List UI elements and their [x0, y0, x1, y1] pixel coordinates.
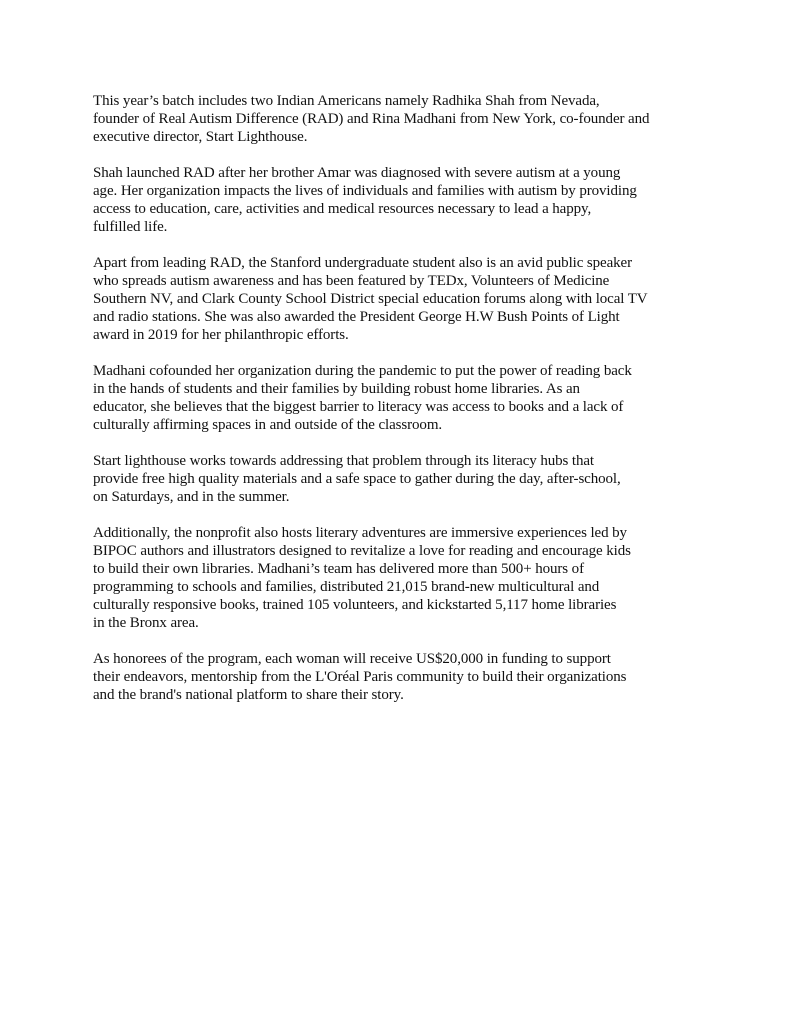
- text-line: Start lighthouse works towards addressing that problem through its literacy hubs that: [93, 453, 595, 469]
- paragraph-shah-rad: [93, 164, 713, 236]
- text-line: As honorees of the program, each woman will receive US$20,000 in funding to support: [93, 651, 611, 667]
- text-line: their endeavors, mentorship from the L'Oréal Paris community to build their organizations: [93, 669, 627, 685]
- text-line: Apart from leading RAD, the Stanford undergraduate student also is an avid public speaker: [93, 255, 633, 271]
- text-line: This year’s batch includes two Indian Americans namely Radhika Shah from Nevada,: [93, 93, 600, 109]
- text-line: and the brand's national platform to share their story.: [93, 687, 404, 703]
- text-line: executive director, Start Lighthouse.: [93, 129, 308, 145]
- text-line: to build their own libraries. Madhani’s team has delivered more than 500+ hours of: [93, 561, 584, 577]
- text-line: award in 2019 for her philanthropic efforts.: [93, 327, 349, 343]
- text-line: access to education, care, activities and medical resources necessary to lead a happy,: [93, 201, 592, 217]
- text-line: founder of Real Autism Difference (RAD) and Rina Madhani from New York, co-founder and: [93, 111, 650, 127]
- document-body: [93, 92, 713, 722]
- text-line: in the Bronx area.: [93, 615, 199, 631]
- paragraph-funding: [93, 650, 713, 704]
- text-line: Southern NV, and Clark County School District special education forums along with local TV: [93, 291, 648, 307]
- paragraph-literary-adventures: [93, 524, 713, 632]
- text-line: culturally affirming spaces in and outside of the classroom.: [93, 417, 443, 433]
- paragraph-madhani-founding: [93, 362, 713, 434]
- text-line: educator, she believes that the biggest barrier to literacy was access to books and a lack of: [93, 399, 624, 415]
- text-line: culturally responsive books, trained 105 volunteers, and kickstarted 5,117 home libraries: [93, 597, 617, 613]
- text-line: who spreads autism awareness and has been featured by TEDx, Volunteers of Medicine: [93, 273, 610, 289]
- text-line: in the hands of students and their families by building robust home libraries. As an: [93, 381, 580, 397]
- text-line: fulfilled life.: [93, 219, 168, 235]
- paragraph-shah-speaker: [93, 254, 713, 344]
- paragraph-literacy-hubs: [93, 452, 713, 506]
- text-line: Shah launched RAD after her brother Amar was diagnosed with severe autism at a young: [93, 165, 621, 181]
- text-line: Madhani cofounded her organization during the pandemic to put the power of reading back: [93, 363, 632, 379]
- text-line: and radio stations. She was also awarded the President George H.W Bush Points of Light: [93, 309, 620, 325]
- paragraph-honorees-intro: [93, 92, 713, 146]
- text-line: provide free high quality materials and a safe space to gather during the day, after-school,: [93, 471, 621, 487]
- text-line: Additionally, the nonprofit also hosts literary adventures are immersive experiences led by: [93, 525, 627, 541]
- text-line: programming to schools and families, distributed 21,015 brand-new multicultural and: [93, 579, 600, 595]
- text-line: age. Her organization impacts the lives of individuals and families with autism by providing: [93, 183, 637, 199]
- text-line: BIPOC authors and illustrators designed to revitalize a love for reading and encourage kids: [93, 543, 631, 559]
- text-line: on Saturdays, and in the summer.: [93, 489, 290, 505]
